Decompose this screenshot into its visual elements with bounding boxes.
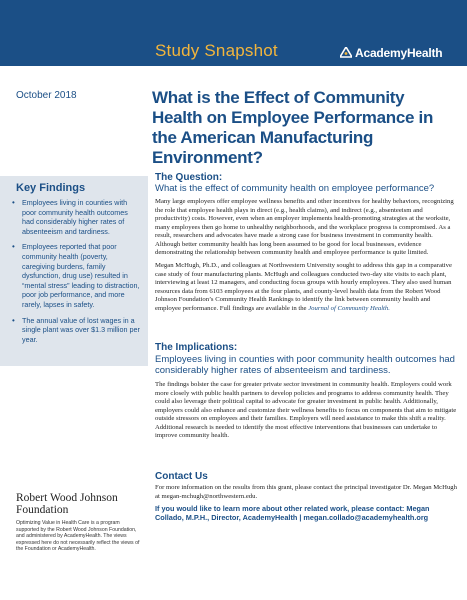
key-finding-item: • Employees reported that poor community health (poverty, caregiving burdens, family dysfunction, drug use) resulted in “mental stress” leading to distraction, poor job performance, and more rarely, lapses in safety.	[12, 242, 140, 309]
key-finding-item: • Employees living in counties with poor community health outcomes had considerably higher rates of absenteeism and tardiness.	[12, 198, 128, 236]
rwjf-logo-text: Robert Wood Johnson Foundation	[16, 492, 118, 516]
contact-heading: Contact Us	[155, 471, 208, 482]
program-disclaimer: Optimizing Value in Health Care is a program supported by the Robert Wood Johnson Foundation, and administered by AcademyHealth. The views expressed here do not necessarily reflect the views of the Foundation or AcademyHealth.	[16, 520, 140, 553]
page-title: What is the Effect of Community Health on Employee Performance in the American Manufacturing Environment?	[152, 88, 434, 167]
implications-heading: The Implications:	[155, 342, 238, 353]
contact-more-info: If you would like to learn more about other related work, please contact: Megan Collado, M.P.H., Director, AcademyHealth | megan.collado@academyhealth.org	[155, 504, 430, 522]
key-finding-item: • The annual value of lost wages in a single plant was over $1.3 million per year.	[12, 315, 140, 344]
contact-paragraph: For more information on the results from this grant, please contact the principal investigator Dr. Megan McHugh at megan-mchugh@northwestern.edu.	[155, 484, 457, 500]
key-findings-heading: Key Findings	[16, 182, 86, 194]
question-subheading: What is the effect of community health on employee performance?	[155, 183, 435, 194]
bullet-icon: •	[12, 242, 15, 252]
academyhealth-logo	[340, 44, 460, 62]
question-heading: The Question:	[155, 172, 223, 183]
journal-link[interactable]: Journal of Community Health.	[308, 304, 390, 312]
question-paragraph-1: Many large employers offer employee wellness benefits and other incentives for healthy behaviors, recognizing the role that employee health plays in direct (e.g., health claims), and indirect (e.g., absenteeism and productivity) costs. However, even when an employer implements health-promoting strategies at the worksite, many employees then go home to unhealthy neighborhoods, and the workplace progress is compromised. As a result, researchers and advocates have made a strong case for business investment in community health. Although better community health has long been assumed to be good for local businesses, evidence demonstrating the relationship between community health and employee performance is quite limited.	[155, 198, 454, 256]
bullet-icon: •	[12, 198, 15, 207]
publication-date: October 2018	[16, 90, 77, 101]
key-findings-list	[10, 198, 140, 350]
study-snapshot-label: Study Snapshot	[155, 41, 278, 60]
header-band	[0, 0, 467, 66]
key-findings-panel	[0, 176, 148, 366]
bullet-icon: •	[12, 315, 15, 325]
academyhealth-logo-icon	[340, 47, 352, 59]
question-paragraph-2: Megan McHugh, Ph.D., and colleagues at Northwestern University sought to address this gap in a comparative case study of four manufacturing plants. McHugh and colleagues conducted two-day site visits to each plant, interviewing at least 12 managers, and conducting focus groups with hourly employees. They also used human resources data from 6103 employees at the four plants, and county-level health data from the Robert Wood Johnson Foundation’s Community Health Rankings to identify the link between community health and employee performance. Full findings are available in the Journal of Community Health.	[155, 262, 452, 312]
implications-subheading: Employees living in counties with poor community health outcomes had considerably higher rates of absenteeism and tardiness.	[155, 354, 455, 376]
implications-paragraph: The findings bolster the case for greater private sector investment in community health. Employers could work more closely with public health partners to develop policies and programs to address community health. They could also leverage their political capital to advocate for greater investment in public health. Additionally, employers could also enhance and customize their wellness benefits to focus on components that aim to mitigate outside stressors on employees and their families. Employers will need assistance to make this shift a reality. Additional research is needed to identify the most effective interventions that businesses can undertake to improve community health.	[155, 381, 457, 439]
academyhealth-brand-text: AcademyHealth	[355, 46, 443, 60]
